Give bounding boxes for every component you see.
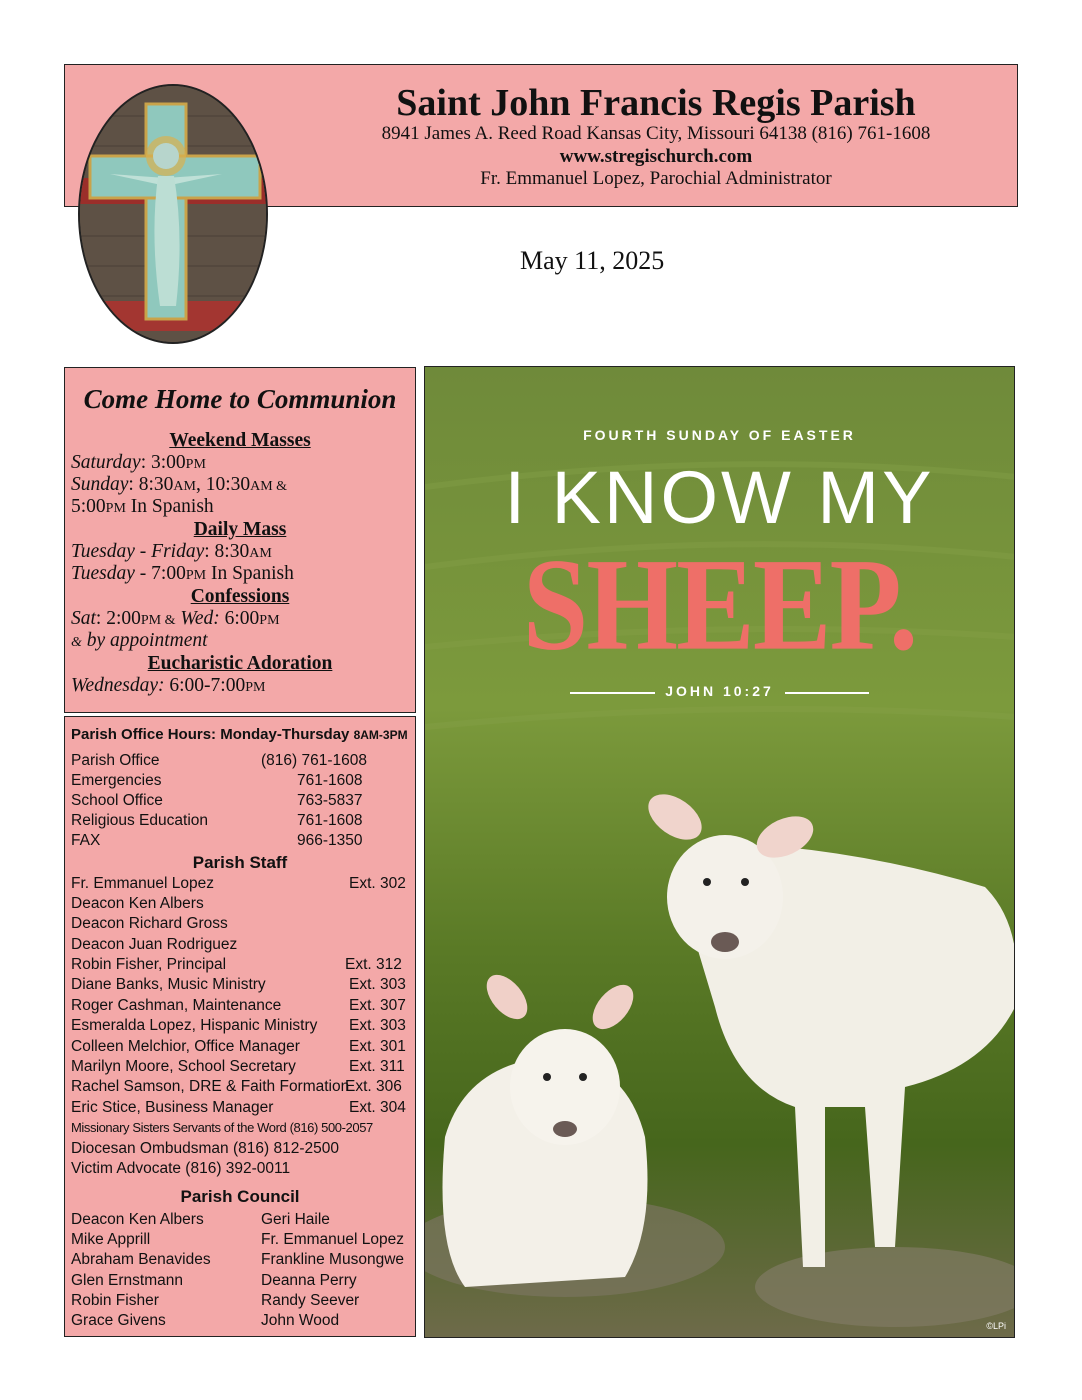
staff-ext: Ext. 311 <box>349 1058 405 1075</box>
parish-address: 8941 James A. Reed Road Kansas City, Missouri 64138 (816) 761-1608 <box>381 123 931 144</box>
saturday-mass: Saturday: 3:00PM <box>71 452 206 473</box>
parish-title: Saint John Francis Regis Parish <box>396 82 916 124</box>
staff-name: Esmeralda Lopez, Hispanic Ministry <box>71 1017 318 1034</box>
staff-ext: Ext. 302 <box>349 875 406 892</box>
council-member: Fr. Emmanuel Lopez <box>261 1231 405 1248</box>
staff-name: Eric Stice, Business Manager <box>71 1099 274 1116</box>
parish-council-heading: Parish Council <box>180 1187 300 1206</box>
contact-label: Parish Office <box>71 752 160 769</box>
contact-label: FAX <box>71 832 101 849</box>
diocesan-ombudsman: Diocesan Ombudsman (816) 812-2500 <box>71 1140 339 1157</box>
staff-name: Colleen Melchior, Office Manager <box>71 1038 300 1055</box>
contact-value: 763-5837 <box>297 792 363 809</box>
contact-label: Religious Education <box>71 812 209 829</box>
staff-ext: Ext. 306 <box>345 1078 402 1095</box>
contact-value: (816) 761-1608 <box>261 752 367 769</box>
weekend-masses-heading: Weekend Masses <box>169 430 311 451</box>
parish-staff-heading: Parish Staff <box>192 853 288 872</box>
staff-name: Robin Fisher, Principal <box>71 956 227 973</box>
poster-credit: ©LPi <box>986 1321 1006 1331</box>
poster-reference: JOHN 10:27 <box>665 683 774 699</box>
adoration-times: Wednesday: 6:00-7:00PM <box>71 675 266 696</box>
council-member: Abraham Benavides <box>71 1251 211 1268</box>
poster-line-1: I KNOW MY <box>504 456 935 539</box>
council-member: Mike Apprill <box>71 1231 151 1248</box>
confession-appointment: & by appointment <box>71 630 208 651</box>
staff-name: Deacon Juan Rodriguez <box>71 936 238 953</box>
victim-advocate: Victim Advocate (816) 392-0011 <box>71 1160 291 1177</box>
council-member: Deacon Ken Albers <box>71 1211 204 1228</box>
sunday-mass: Sunday: 8:30AM, 10:30AM & <box>71 474 288 495</box>
daily-mass-heading: Daily Mass <box>193 519 287 540</box>
staff-ext: Ext. 307 <box>349 997 406 1014</box>
poster-subtitle: FOURTH SUNDAY OF EASTER <box>583 427 856 443</box>
parish-website[interactable]: www.stregischurch.com <box>559 146 753 167</box>
bulletin-date: May 11, 2025 <box>520 246 665 275</box>
adoration-heading: Eucharistic Adoration <box>147 653 333 674</box>
easter-poster <box>424 366 1015 1338</box>
staff-name: Marilyn Moore, School Secretary <box>71 1058 296 1075</box>
council-member: Grace Givens <box>71 1312 166 1329</box>
parish-office-panel <box>64 716 416 1337</box>
mass-schedule <box>64 367 416 713</box>
council-member: Robin Fisher <box>71 1292 159 1309</box>
tuesday-spanish-mass: Tuesday - 7:00PM In Spanish <box>71 563 294 584</box>
council-member: Glen Ernstmann <box>71 1272 183 1289</box>
crucifix-logo <box>78 84 268 344</box>
office-hours: Parish Office Hours: Monday-Thursday 8AM-3PM <box>71 726 408 743</box>
council-member: Randy Seever <box>261 1292 360 1309</box>
staff-name: Diane Banks, Music Ministry <box>71 976 266 993</box>
council-member: Geri Haile <box>261 1211 330 1228</box>
confessions-heading: Confessions <box>190 586 290 607</box>
parish-administrator: Fr. Emmanuel Lopez, Parochial Administrator <box>480 168 832 189</box>
council-member: Deanna Perry <box>261 1272 357 1289</box>
contact-label: Emergencies <box>71 772 162 789</box>
contact-value: 966-1350 <box>297 832 363 849</box>
confession-times: Sat: 2:00PM & Wed: 6:00PM <box>71 608 280 629</box>
contact-label: School Office <box>71 792 163 809</box>
staff-name: Deacon Richard Gross <box>71 915 228 932</box>
staff-ext: Ext. 303 <box>349 1017 406 1034</box>
staff-name: Rachel Samson, DRE & Faith Formation <box>71 1078 350 1095</box>
staff-ext: Ext. 303 <box>349 976 406 993</box>
staff-name: Deacon Ken Albers <box>71 895 204 912</box>
schedule-heading: Come Home to Communion <box>83 384 397 414</box>
staff-ext: Ext. 304 <box>349 1099 406 1116</box>
missionary-sisters: Missionary Sisters Servants of the Word (816) 500-2057 <box>71 1120 373 1135</box>
staff-ext: Ext. 312 <box>345 956 402 973</box>
staff-name: Roger Cashman, Maintenance <box>71 997 282 1014</box>
poster-line-2: SHEEP. <box>522 531 917 678</box>
crucifix-icon <box>80 86 268 344</box>
council-member: Frankline Musongwe <box>261 1251 405 1268</box>
contact-value: 761-1608 <box>297 772 363 789</box>
weekday-mass: Tuesday - Friday: 8:30AM <box>71 541 272 562</box>
council-member: John Wood <box>261 1312 340 1329</box>
contact-value: 761-1608 <box>297 812 363 829</box>
staff-ext: Ext. 301 <box>349 1038 406 1055</box>
staff-name: Fr. Emmanuel Lopez <box>71 875 215 892</box>
sunday-spanish-mass: 5:00PM In Spanish <box>71 496 214 517</box>
